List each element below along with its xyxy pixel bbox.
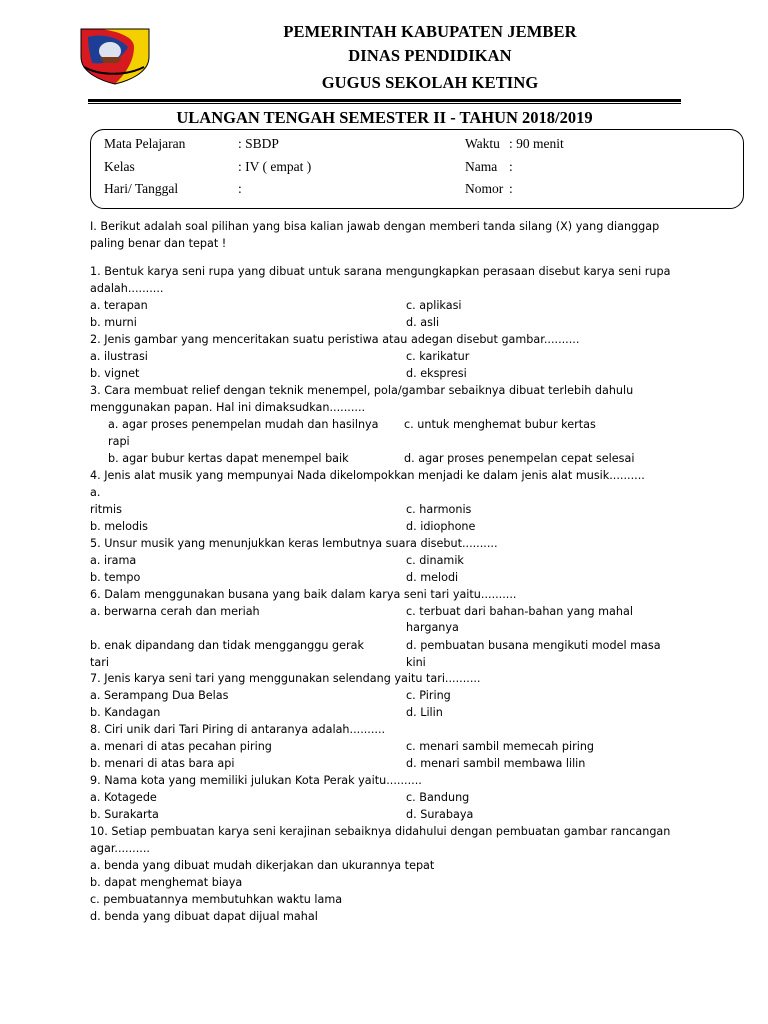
answer-option: b. agar bubur kertas dapat menempel baik — [108, 452, 349, 465]
answer-option: b. tempo — [90, 571, 141, 584]
question-text: adalah.......... — [90, 282, 164, 295]
answer-option: c. Piring — [406, 689, 451, 702]
answer-option: ritmis — [90, 503, 122, 516]
answer-option: c. karikatur — [406, 350, 470, 363]
question-text: 10. Setiap pembuatan karya seni kerajinan sebaiknya didahului dengan pembuatan gambar rancangan — [90, 825, 671, 838]
question-text: 4. Jenis alat musik yang mempunyai Nada dikelompokkan menjadi ke dalam jenis alat musik.......... — [90, 469, 645, 482]
instructions-line: paling benar dan tepat ! — [90, 237, 227, 250]
answer-option: d. melodi — [406, 571, 459, 584]
header-government: PEMERINTAH KABUPATEN JEMBER — [283, 22, 577, 41]
header-school-cluster: GUGUS SEKOLAH KETING — [321, 73, 539, 92]
answer-option: a. terapan — [90, 299, 148, 312]
class-value: : IV ( empat ) — [238, 159, 312, 174]
answer-option: c. terbuat dari bahan-bahan yang mahal — [406, 605, 633, 618]
answer-option: a. Kotagede — [90, 791, 157, 804]
question-text: 5. Unsur musik yang menunjukkan keras lembutnya suara disebut.......... — [90, 537, 498, 550]
header-rule-thick — [88, 99, 681, 102]
date-value: : — [238, 181, 242, 196]
answer-option: c. harmonis — [406, 503, 472, 516]
answer-option: c. aplikasi — [406, 299, 462, 312]
answer-option: a. ilustrasi — [90, 350, 148, 363]
question-text: menggunakan papan. Hal ini dimaksudkan.......... — [90, 401, 366, 414]
time-value: : 90 menit — [509, 136, 564, 151]
answer-option: c. untuk menghemat bubur kertas — [404, 418, 596, 431]
subject-label: Mata Pelajaran — [104, 136, 186, 151]
answer-option: rapi — [108, 435, 130, 448]
number-label: Nomor — [465, 181, 504, 196]
question-text: 9. Nama kota yang memiliki julukan Kota Perak yaitu.......... — [90, 774, 422, 787]
answer-option: harganya — [406, 621, 459, 634]
answer-option: a. Serampang Dua Belas — [90, 689, 229, 702]
time-label: Waktu — [465, 136, 500, 151]
question-text: 3. Cara membuat relief dengan teknik menempel, pola/gambar sebaiknya dibuat terlebih dahulu — [90, 384, 634, 397]
number-value: : — [509, 181, 513, 196]
header-department: DINAS PENDIDIKAN — [348, 46, 512, 65]
name-value: : — [509, 159, 513, 174]
instructions-line: I. Berikut adalah soal pilihan yang bisa kalian jawab dengan memberi tanda silang (X) yang dianggap — [90, 220, 660, 233]
question-text: 2. Jenis gambar yang menceritakan suatu peristiwa atau adegan disebut gambar.......... — [90, 333, 580, 346]
answer-option: d. benda yang dibuat dapat dijual mahal — [90, 910, 318, 923]
answer-option: b. Surakarta — [90, 808, 159, 821]
answer-option: d. Lilin — [406, 706, 443, 719]
answer-option: c. dinamik — [406, 554, 464, 567]
answer-option: a. agar proses penempelan mudah dan hasilnya — [108, 418, 379, 431]
answer-option: d. Surabaya — [406, 808, 474, 821]
answer-option: b. vignet — [90, 367, 140, 380]
subject-value: : SBDP — [238, 136, 279, 151]
answer-option: b. murni — [90, 316, 137, 329]
name-label: Nama — [465, 159, 498, 174]
answer-option: c. Bandung — [406, 791, 470, 804]
answer-option: d. menari sambil membawa lilin — [406, 757, 586, 770]
answer-option: b. melodis — [90, 520, 148, 533]
answer-option: b. dapat menghemat biaya — [90, 876, 243, 889]
date-label: Hari/ Tanggal — [104, 181, 179, 196]
header-rule-thin — [88, 103, 681, 104]
answer-option: d. asli — [406, 316, 440, 329]
question-text: 8. Ciri unik dari Tari Piring di antaranya adalah.......... — [90, 723, 386, 736]
answer-option: d. pembuatan busana mengikuti model masa — [406, 639, 661, 652]
answer-option: a. menari di atas pecahan piring — [90, 740, 272, 753]
answer-option: tari — [90, 656, 109, 669]
question-text: agar.......... — [90, 842, 150, 855]
answer-option: b. menari di atas bara api — [90, 757, 235, 770]
answer-option: a. irama — [90, 554, 137, 567]
answer-option: a. benda yang dibuat mudah dikerjakan dan ukurannya tepat — [90, 859, 435, 872]
answer-option: a. berwarna cerah dan meriah — [90, 605, 260, 618]
answer-option: c. menari sambil memecah piring — [406, 740, 595, 753]
answer-option: kini — [406, 656, 426, 669]
answer-option: d. ekspresi — [406, 367, 467, 380]
answer-option: d. agar proses penempelan cepat selesai — [404, 452, 635, 465]
question-text: 6. Dalam menggunakan busana yang baik dalam karya seni tari yaitu.......... — [90, 588, 517, 601]
answer-option: d. idiophone — [406, 520, 476, 533]
question-text: 1. Bentuk karya seni rupa yang dibuat untuk sarana mengungkapkan perasaan disebut karya seni rupa — [90, 265, 671, 278]
answer-option: b. Kandagan — [90, 706, 161, 719]
exam-title: ULANGAN TENGAH SEMESTER II - TAHUN 2018/2019 — [176, 108, 593, 127]
answer-option: b. enak dipandang dan tidak mengganggu gerak — [90, 639, 364, 652]
class-label: Kelas — [104, 159, 135, 174]
question-text: 7. Jenis karya seni tari yang menggunakan selendang yaitu tari.......... — [90, 672, 481, 685]
jember-regency-emblem — [78, 23, 152, 85]
answer-option: a. — [90, 486, 101, 499]
answer-option: c. pembuatannya membutuhkan waktu lama — [90, 893, 343, 906]
student-info-box — [90, 129, 744, 209]
